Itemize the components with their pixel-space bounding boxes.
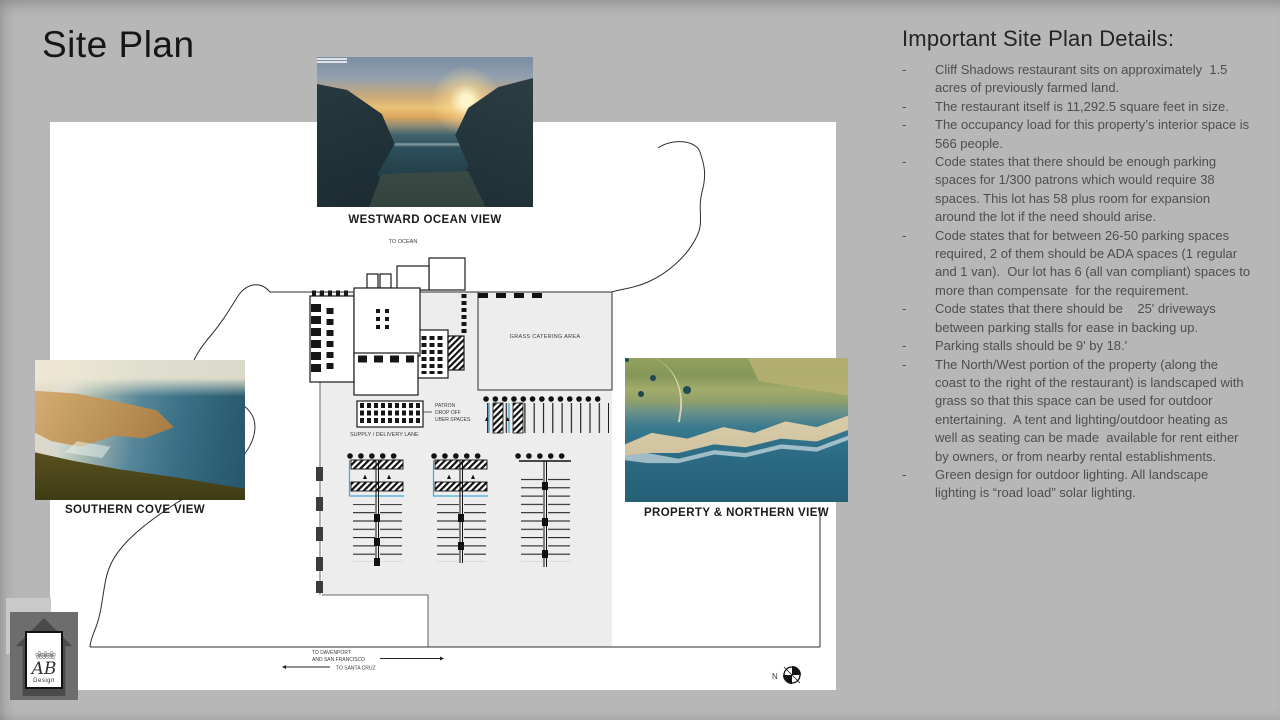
compass-icon <box>772 666 801 684</box>
dash-bullet <box>902 98 935 116</box>
caption-westward: WESTWARD OCEAN VIEW <box>348 214 502 226</box>
svg-text:UBER SPACES: UBER SPACES <box>435 417 471 423</box>
photo-credit-marks <box>317 57 347 64</box>
road-labels <box>282 650 444 672</box>
caption-northern: PROPERTY & NORTHERN VIEW <box>643 507 830 519</box>
svg-text:TO SANTA CRUZ: TO SANTA CRUZ <box>336 665 376 672</box>
page-title: Site Plan <box>42 24 195 65</box>
ab-design-logo <box>6 598 102 710</box>
dash-bullet <box>902 356 935 466</box>
logo-monogram: AB <box>31 659 57 679</box>
details-panel <box>902 26 1252 503</box>
dash-bullet <box>902 337 935 355</box>
flower-bouquet-icon: ❀❀❀ <box>34 650 54 662</box>
list-item: - Code states that for between 26-50 parking spaces required, 2 of them should be ADA spaces (1 regular and 1 van). Our lot has 6 (all van compliant) spaces to more than compensate for the requirement. <box>902 227 1252 301</box>
ada-stall-row <box>485 399 609 433</box>
dash-bullet <box>902 116 935 153</box>
dash-bullet <box>902 227 935 301</box>
label-to-ocean: TO OCEAN <box>388 239 418 245</box>
list-item: - Cliff Shadows restaurant sits on approximately 1.5 acres of previously farmed land. <box>902 61 1252 98</box>
westward-ocean-photo <box>317 57 533 207</box>
svg-text:TO DAVENPORT: TO DAVENPORT <box>312 650 351 656</box>
details-list <box>902 61 1252 503</box>
label-grass-catering: GRASS CATERING AREA <box>509 334 581 340</box>
property-northern-photo <box>625 358 848 502</box>
dash-bullet <box>902 466 935 503</box>
svg-text:DROP OFF: DROP OFF <box>435 410 461 416</box>
list-item: - Parking stalls should be 9' by 18.' <box>902 337 1252 355</box>
list-item: - Code states that there should be enough parking spaces for 1/300 patrons which would require 38 spaces. This lot has 58 plus room for expansion around the lot if the need should arise. <box>902 153 1252 227</box>
list-item: - The occupancy load for this property’s interior space is 566 people. <box>902 116 1252 153</box>
list-item: - The restaurant itself is 11,292.5 square feet in size. <box>902 98 1252 116</box>
list-item: - Code states that there should be 25' driveways between parking stalls for ease in backing up. <box>902 300 1252 337</box>
logo-card <box>25 631 63 689</box>
logo-name: Design <box>33 678 55 684</box>
dash-bullet <box>902 61 935 98</box>
southern-cove-photo <box>35 360 245 500</box>
caption-southern: SOUTHERN COVE VIEW <box>64 504 206 516</box>
details-heading: Important Site Plan Details: <box>902 26 1175 51</box>
list-item: - The North/West portion of the property (along the coast to the right of the restaurant) is landscaped with grass so that this space can be used for outdoor entertaining. A tent and lighting/outdoor heating as well as seating can be made available for rent either by owners, or from nearby rental establishments. <box>902 356 1252 466</box>
dash-bullet <box>902 300 935 337</box>
svg-text:AND SAN FRANCISCO: AND SAN FRANCISCO <box>312 657 366 663</box>
svg-text:N: N <box>772 672 778 681</box>
svg-text:PATRON: PATRON <box>435 403 456 409</box>
dash-bullet <box>902 153 935 227</box>
grass-catering-area <box>478 292 612 390</box>
list-item: - Green design for outdoor lighting. All landscape lighting is “road load” solar lighting. <box>902 466 1252 503</box>
label-supply-lane: SUPPLY / DELIVERY LANE <box>350 432 419 438</box>
